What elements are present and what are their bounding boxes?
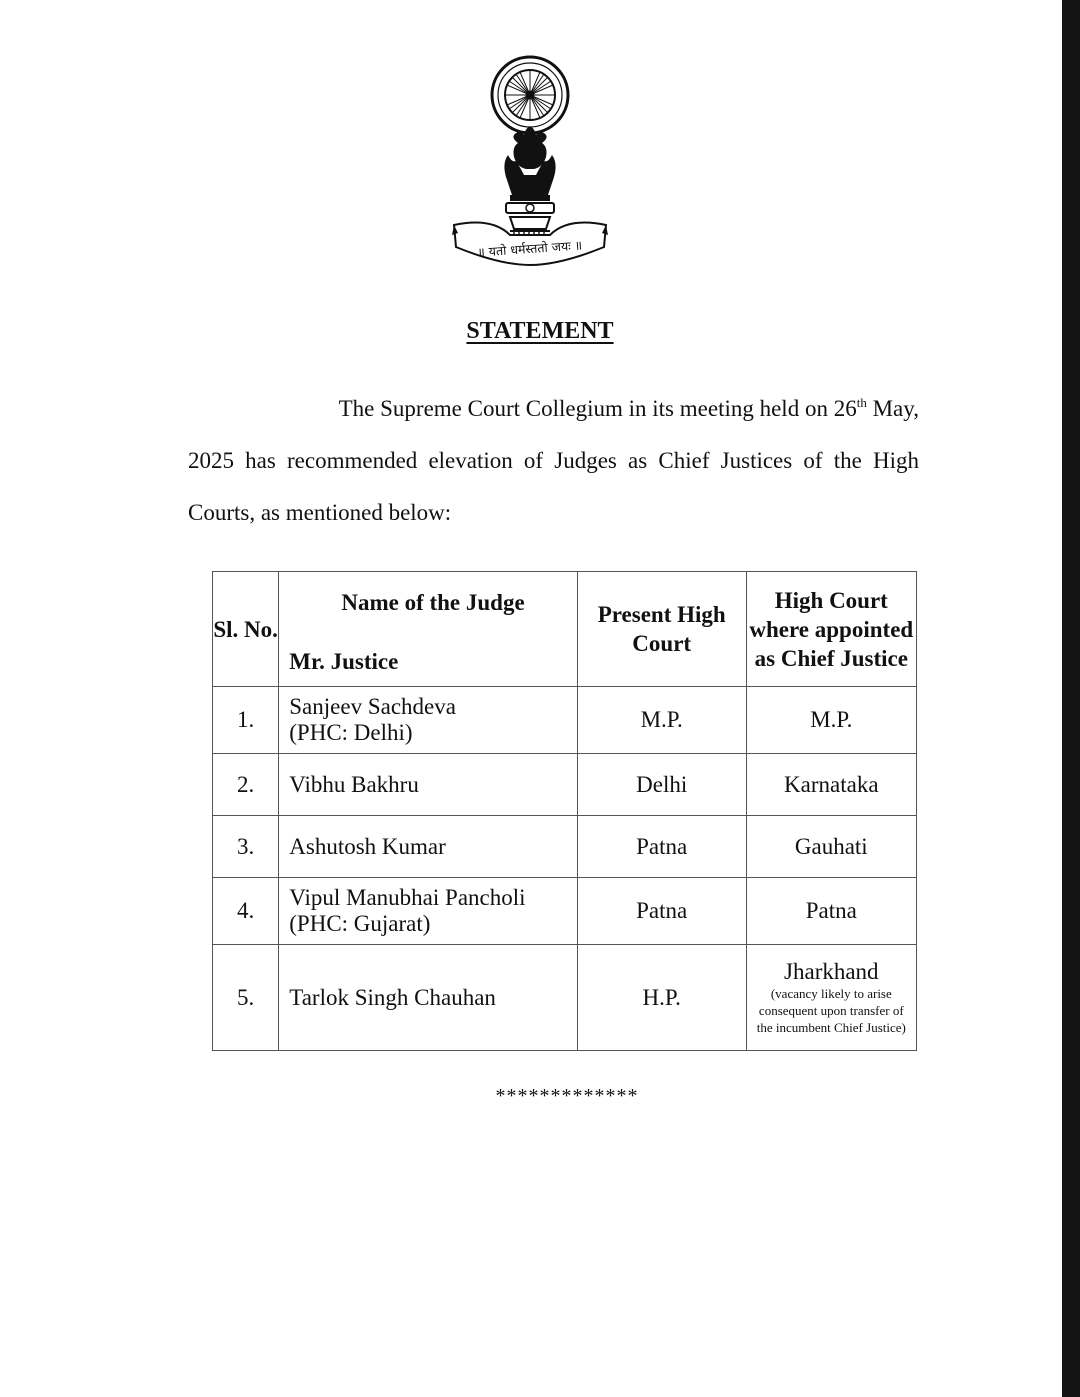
cell-judge-name: [279, 754, 578, 816]
judge-name: Vipul Manubhai Pancholi: [289, 885, 526, 910]
paragraph-line-2: 2025 has recommended elevation of Judges as Chief Justices of the High: [188, 448, 919, 473]
judge-parent-court: (PHC: Gujarat): [289, 911, 431, 936]
page-title: STATEMENT: [466, 318, 614, 344]
header-name-bottom: Mr. Justice: [289, 649, 399, 674]
paragraph-ordinal-suffix: th: [856, 395, 867, 410]
cell-sl-no: 1.: [213, 687, 279, 754]
end-marker: *************: [495, 1085, 639, 1107]
appointed-court-name: Jharkhand: [784, 959, 879, 984]
table-row: [213, 687, 917, 754]
cell-appointed-court: [746, 945, 916, 1051]
cell-sl-no: 2.: [213, 754, 279, 816]
cell-appointed-court: M.P.: [746, 687, 916, 754]
cell-judge-name: [279, 816, 578, 878]
table-row: [213, 816, 917, 878]
judge-name: Ashutosh Kumar: [289, 833, 446, 859]
paragraph-line-3: Courts, as mentioned below:: [188, 500, 452, 525]
cell-sl-no: 5.: [213, 945, 279, 1051]
header-present-high-court: Present High Court: [577, 572, 746, 687]
cell-appointed-court: Patna: [746, 878, 916, 945]
judge-parent-court: (PHC: Delhi): [289, 720, 413, 745]
table-header-row: [213, 572, 917, 687]
motto-text: ॥ यतो धर्मस्ततो जयः ॥: [476, 237, 583, 260]
cell-sl-no: 3.: [213, 816, 279, 878]
paragraph-line-1-prefix: The Supreme Court Collegium in its meeting held on 26: [338, 396, 857, 421]
cell-present-court: Delhi: [577, 754, 746, 816]
lion-capital-icon: [504, 127, 555, 243]
table-row: [213, 878, 917, 945]
header-name-of-judge: [279, 572, 578, 687]
judge-name: Vibhu Bakhru: [289, 771, 419, 797]
cell-present-court: Patna: [577, 816, 746, 878]
page-edge-shadow: [1062, 0, 1080, 1397]
cell-judge-name: [279, 687, 578, 754]
cell-sl-no: 4.: [213, 878, 279, 945]
cell-appointed-court: Gauhati: [746, 816, 916, 878]
judge-name: Tarlok Singh Chauhan: [289, 984, 496, 1010]
chakra-wheel-icon: [492, 57, 568, 133]
judge-name: Sanjeev Sachdeva: [289, 694, 456, 719]
table-row: [213, 945, 917, 1051]
cell-judge-name: [279, 945, 578, 1051]
supreme-court-emblem: [450, 55, 610, 270]
vacancy-note: (vacancy likely to arise consequent upon transfer of the incumbent Chief Justice): [756, 986, 906, 1035]
cell-present-court: M.P.: [577, 687, 746, 754]
paragraph-line-1: [160, 395, 919, 422]
cell-judge-name: [279, 878, 578, 945]
paragraph-line-1-suffix: May,: [866, 396, 919, 421]
header-name-top: Name of the Judge: [341, 590, 525, 615]
header-sl-no: Sl. No.: [213, 572, 279, 687]
header-appointed-high-court: High Court where appointed as Chief Justice: [746, 572, 916, 687]
table-row: [213, 754, 917, 816]
cell-present-court: Patna: [577, 878, 746, 945]
cell-appointed-court: Karnataka: [746, 754, 916, 816]
cell-present-court: H.P.: [577, 945, 746, 1051]
judges-table: [212, 571, 917, 1051]
